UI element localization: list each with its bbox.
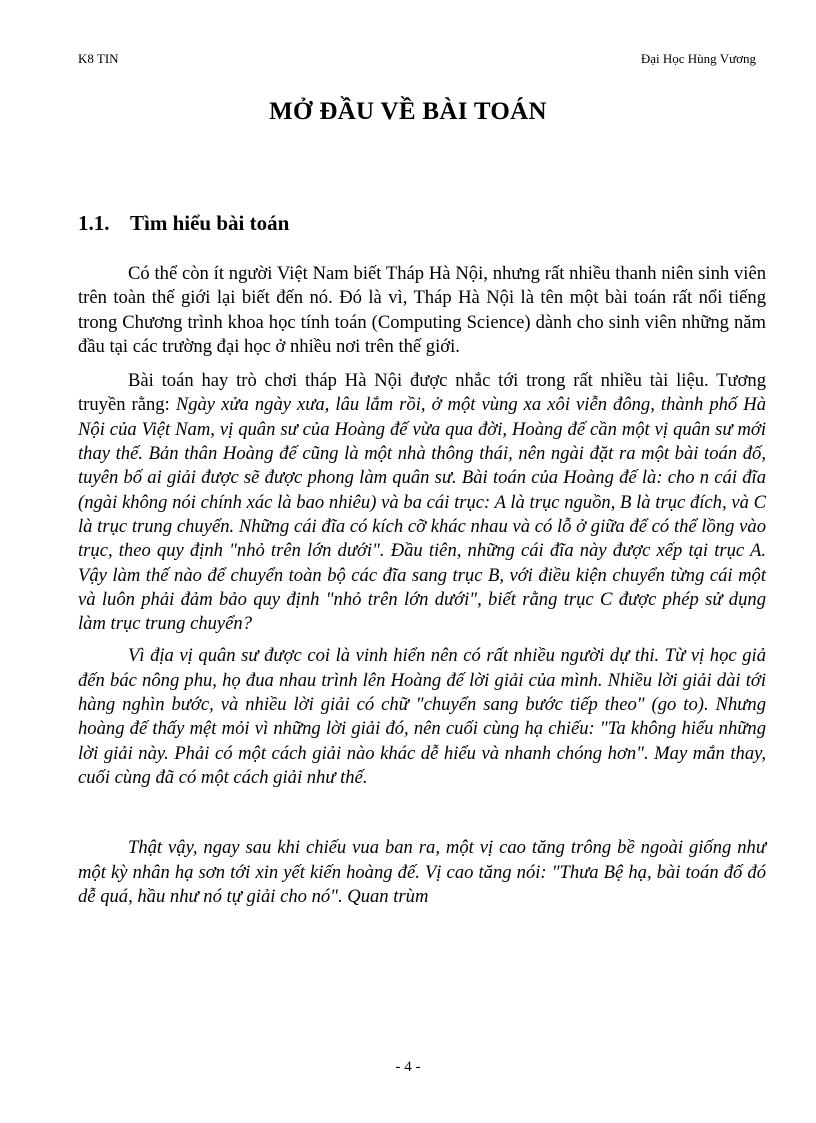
body-text: [78, 262, 766, 909]
paragraph-1: Có thể còn ít người Việt Nam biết Tháp Hà Nội, nhưng rất nhiều thanh niên sinh viên trên toàn thế giới lại biết đến nó. Đó là vì, Tháp Hà Nội là tên một bài toán rất nổi tiếng trong Chương trình khoa học tính toán (Computing Science) dành cho sinh viên những năm đầu tại các trường đại học ở nhiều nơi trên thế giới.: [78, 263, 766, 357]
page-title: MỞ ĐẦU VỀ BÀI TOÁN: [269, 98, 547, 125]
page-header: [78, 51, 756, 67]
header-right: Đại Học Hùng Vương: [640, 51, 756, 66]
paragraph-4: Thật vậy, ngay sau khi chiếu vua ban ra, một vị cao tăng trông bề ngoài giống như một kỳ nhân hạ sơn tới xin yết kiến hoàng đế. Vị cao tăng nói: "Thưa Bệ hạ, bài toán đố đó dễ quá, hầu như nó tự giải cho nó". Quan trùm: [78, 837, 766, 907]
paragraph-2-normal: Bài toán hay trò chơi tháp Hà Nội được nhắc tới trong rất nhiều tài liệu. Tương truyền rằng:: [78, 370, 766, 416]
header-left: K8 TIN: [78, 51, 119, 66]
paragraph-2-italic: Ngày xửa ngày xưa, lâu lắm rồi, ở một vùng xa xôi viễn đông, thành phố Hà Nội của Việt Nam, vị quân sư của Hoàng đế vừa qua đời, Hoàng đế cần một vị quân sư mới thay thế. Bản thân Hoàng đế cũng là một nhà thông thái, nên ngài đặt ra một bài toán đố, tuyên bố ai giải được sẽ được phong làm quân sư. Bài toán của Hoàng đế là: cho n cái đĩa (ngài không nói chính xác là bao nhiêu) và ba cái trục: A là trục nguồn, B là trục đích, và C là trục trung chuyển. Những cái đĩa có kích cỡ khác nhau và có lỗ ở giữa để có thể lồng vào trục, theo quy định "nhỏ trên lớn dưới". Đầu tiên, những cái đĩa này được xếp tại trục A. Vậy làm thế nào để chuyển toàn bộ các đĩa sang trục B, với điều kiện chuyển từng cái một và luôn phải đảm bảo quy định "nhỏ trên lớn dưới", biết rằng trục C được phép sử dụng làm trục trung chuyển?: [78, 394, 766, 635]
page-number: - 4 -: [395, 1059, 421, 1075]
paragraph-3: Vì địa vị quân sư được coi là vinh hiển nên có rất nhiều người dự thi. Từ vị học giả đến bác nông phu, họ đua nhau trình lên Hoàng đế lời giải của mình. Nhiều lời giải dài tới hàng nghìn bước, và nhiều lời giải có chữ "chuyển sang bước tiếp theo" (go to). Nhưng hoàng đế thấy mệt mỏi vì những lời giải đó, nên cuối cùng hạ chiếu: "Ta không hiểu những lời giải này. Phải có một cách giải nào khác dễ hiểu và nhanh chóng hơn". May mắn thay, cuối cùng đã có một cách giải như thế.: [78, 645, 766, 788]
paragraph-2: [78, 369, 766, 636]
section-number: 1.1.: [78, 211, 110, 235]
section-title: Tìm hiểu bài toán: [130, 211, 290, 235]
section-heading: [78, 211, 289, 236]
